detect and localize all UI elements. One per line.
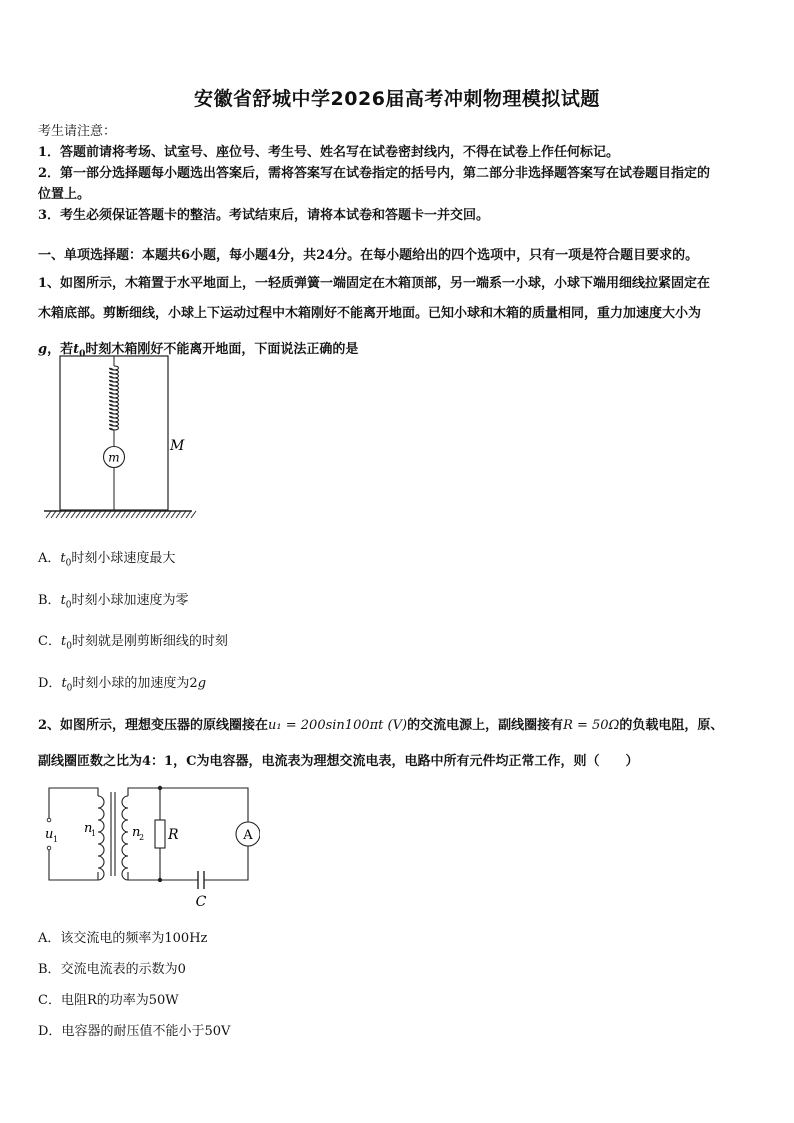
notice-item-2: 2．第一部分选择题每小题选出答案后，需将答案写在试卷指定的括号内，第二部分非选择题答案写在试卷题目指定的 bbox=[38, 166, 711, 181]
q2-option-a bbox=[38, 927, 207, 946]
q1-option-c bbox=[38, 630, 228, 652]
secondary-wire-bottom-right bbox=[204, 846, 248, 880]
secondary-coil-icon bbox=[122, 796, 128, 880]
var-g: g bbox=[38, 342, 48, 357]
var-t: t bbox=[73, 342, 80, 357]
hatch-line bbox=[166, 511, 171, 518]
option-letter: A． bbox=[38, 931, 61, 946]
junction-bottom bbox=[158, 878, 162, 882]
hatch-line bbox=[71, 511, 76, 518]
hatch-line bbox=[146, 511, 151, 518]
sub-0: 0 bbox=[79, 349, 86, 360]
hatch-line bbox=[111, 511, 116, 518]
section-header: 一、单项选择题：本题共6小题，每小题4分，共24分。在每小题给出的四个选项中，只有一项是符合题目要求的。 bbox=[38, 248, 699, 263]
q1-option-a bbox=[38, 547, 175, 569]
n2-sub: 2 bbox=[139, 833, 145, 842]
hatch-line bbox=[51, 511, 56, 518]
hatch-line bbox=[61, 511, 66, 518]
notice-heading: 考生请注意： bbox=[38, 124, 117, 139]
terminal-bottom bbox=[47, 846, 51, 850]
n1-sub: 1 bbox=[91, 829, 97, 838]
hatch-line bbox=[116, 511, 121, 518]
hatch-line bbox=[46, 511, 51, 518]
hatch-line bbox=[56, 511, 61, 518]
q1-option-d bbox=[38, 672, 206, 694]
hatch-line bbox=[126, 511, 131, 518]
sub-0: 0 bbox=[66, 641, 72, 652]
junction-top bbox=[158, 786, 162, 790]
u-sub: 1 bbox=[53, 835, 59, 844]
q1-figure bbox=[40, 350, 200, 526]
hatch-line bbox=[76, 511, 81, 518]
q2-option-d bbox=[38, 1020, 230, 1039]
var-t: t bbox=[61, 676, 67, 691]
hatch-line bbox=[141, 511, 146, 518]
hatch-line bbox=[181, 511, 186, 518]
ammeter-label: A bbox=[243, 828, 253, 843]
option-letter: D． bbox=[38, 676, 62, 691]
secondary-wire-bottom-left bbox=[128, 872, 198, 880]
primary-coil-icon bbox=[98, 796, 104, 880]
option-letter: A． bbox=[38, 551, 61, 566]
q2-line-1 bbox=[38, 714, 723, 733]
q2-resistance: R = 50Ω bbox=[563, 718, 620, 733]
hatch-line bbox=[81, 511, 86, 518]
option-text: 该交流电的频率为100Hz bbox=[60, 931, 208, 946]
resistor-icon bbox=[155, 820, 165, 848]
q2-text-b: 的交流电源上，副线圈接有 bbox=[407, 718, 564, 733]
hatch-line bbox=[101, 511, 106, 518]
q1-text-b: 时刻木箱刚好不能离开地面，下面说法正确的是 bbox=[85, 342, 359, 357]
q2-line-2: 副线圈匝数之比为4：1，C为电容器，电流表为理想交流电表，电路中所有元件均正常工作，则（ ） bbox=[38, 754, 639, 769]
option-letter: B． bbox=[38, 962, 61, 977]
q1-option-b bbox=[38, 589, 189, 611]
option-letter: B． bbox=[38, 593, 61, 608]
ground-hatch bbox=[46, 511, 196, 518]
hatch-line bbox=[156, 511, 161, 518]
q2-text-c: 的负载电阻，原、 bbox=[619, 718, 724, 733]
primary-wire-bottom bbox=[49, 848, 98, 880]
n2-label: n bbox=[132, 825, 141, 840]
option-text: 时刻小球的加速度为2 bbox=[72, 676, 198, 691]
option-text: 时刻小球速度最大 bbox=[71, 551, 176, 566]
c-label: C bbox=[195, 894, 207, 910]
hatch-line bbox=[136, 511, 141, 518]
ball-label: m bbox=[108, 450, 120, 465]
spring-icon bbox=[110, 366, 119, 432]
q2-circuit-figure bbox=[40, 780, 260, 910]
option-text: 交流电流表的示数为0 bbox=[60, 962, 186, 977]
box-label: M bbox=[170, 438, 185, 454]
var-t: t bbox=[60, 593, 66, 608]
hatch-line bbox=[91, 511, 96, 518]
var-t: t bbox=[60, 551, 66, 566]
option-letter: C． bbox=[38, 634, 61, 649]
q2-option-b bbox=[38, 958, 186, 977]
option-letter: D． bbox=[38, 1024, 62, 1039]
page-title: 安徽省舒城中学2026届高考冲刺物理模拟试题 bbox=[194, 88, 600, 110]
r-label: R bbox=[168, 827, 179, 843]
terminal-top bbox=[47, 818, 51, 822]
u-label: u bbox=[45, 827, 54, 842]
secondary-wire-top bbox=[128, 788, 248, 822]
hatch-line bbox=[161, 511, 166, 518]
hatch-line bbox=[191, 511, 196, 518]
option-text: 电阻R的功率为50W bbox=[60, 993, 179, 1008]
q2-formula: u₁ = 200sin100πt (V) bbox=[268, 718, 408, 733]
q2-text-a: 2、如图所示，理想变压器的原线圈接在 bbox=[38, 718, 269, 733]
q2-option-c bbox=[38, 989, 179, 1008]
var-t: t bbox=[60, 634, 67, 649]
option-letter: C． bbox=[38, 993, 61, 1008]
hatch-line bbox=[171, 511, 176, 518]
sub-0: 0 bbox=[65, 600, 72, 611]
hatch-line bbox=[121, 511, 126, 518]
hatch-line bbox=[86, 511, 91, 518]
sub-0: 0 bbox=[66, 683, 73, 694]
hatch-line bbox=[96, 511, 101, 518]
q1-text-a: ，若 bbox=[47, 342, 74, 357]
hatch-line bbox=[106, 511, 111, 518]
option-text: 电容器的耐压值不能小于50V bbox=[61, 1024, 231, 1039]
notice-item-3: 3．考生必须保证答题卡的整洁。考试结束后，请将本试卷和答题卡一并交回。 bbox=[38, 208, 490, 223]
sub-0: 0 bbox=[65, 558, 72, 569]
notice-item-1: 1．答题前请将考场、试室号、座位号、考生号、姓名写在试卷密封线内，不得在试卷上作任何标记。 bbox=[38, 145, 620, 160]
n1-label: n bbox=[84, 821, 93, 836]
hatch-line bbox=[131, 511, 136, 518]
hatch-line bbox=[176, 511, 181, 518]
option-text: 时刻就是刚剪断细线的时刻 bbox=[71, 634, 228, 649]
hatch-line bbox=[186, 511, 191, 518]
var-g: g bbox=[197, 676, 207, 691]
option-text: 时刻小球加速度为零 bbox=[71, 593, 189, 608]
q1-line-2: 木箱底部。剪断细线，小球上下运动过程中木箱刚好不能离开地面。已知小球和木箱的质量相同，重力加速度大小为 bbox=[38, 306, 702, 321]
q1-line-1: 1、如图所示，木箱置于水平地面上，一轻质弹簧一端固定在木箱顶部，另一端系一小球，小球下端用细线拉紧固定在 bbox=[38, 276, 711, 291]
notice-item-2-cont: 位置上。 bbox=[38, 187, 91, 202]
hatch-line bbox=[66, 511, 71, 518]
hatch-line bbox=[151, 511, 156, 518]
primary-wire-top bbox=[49, 788, 98, 796]
